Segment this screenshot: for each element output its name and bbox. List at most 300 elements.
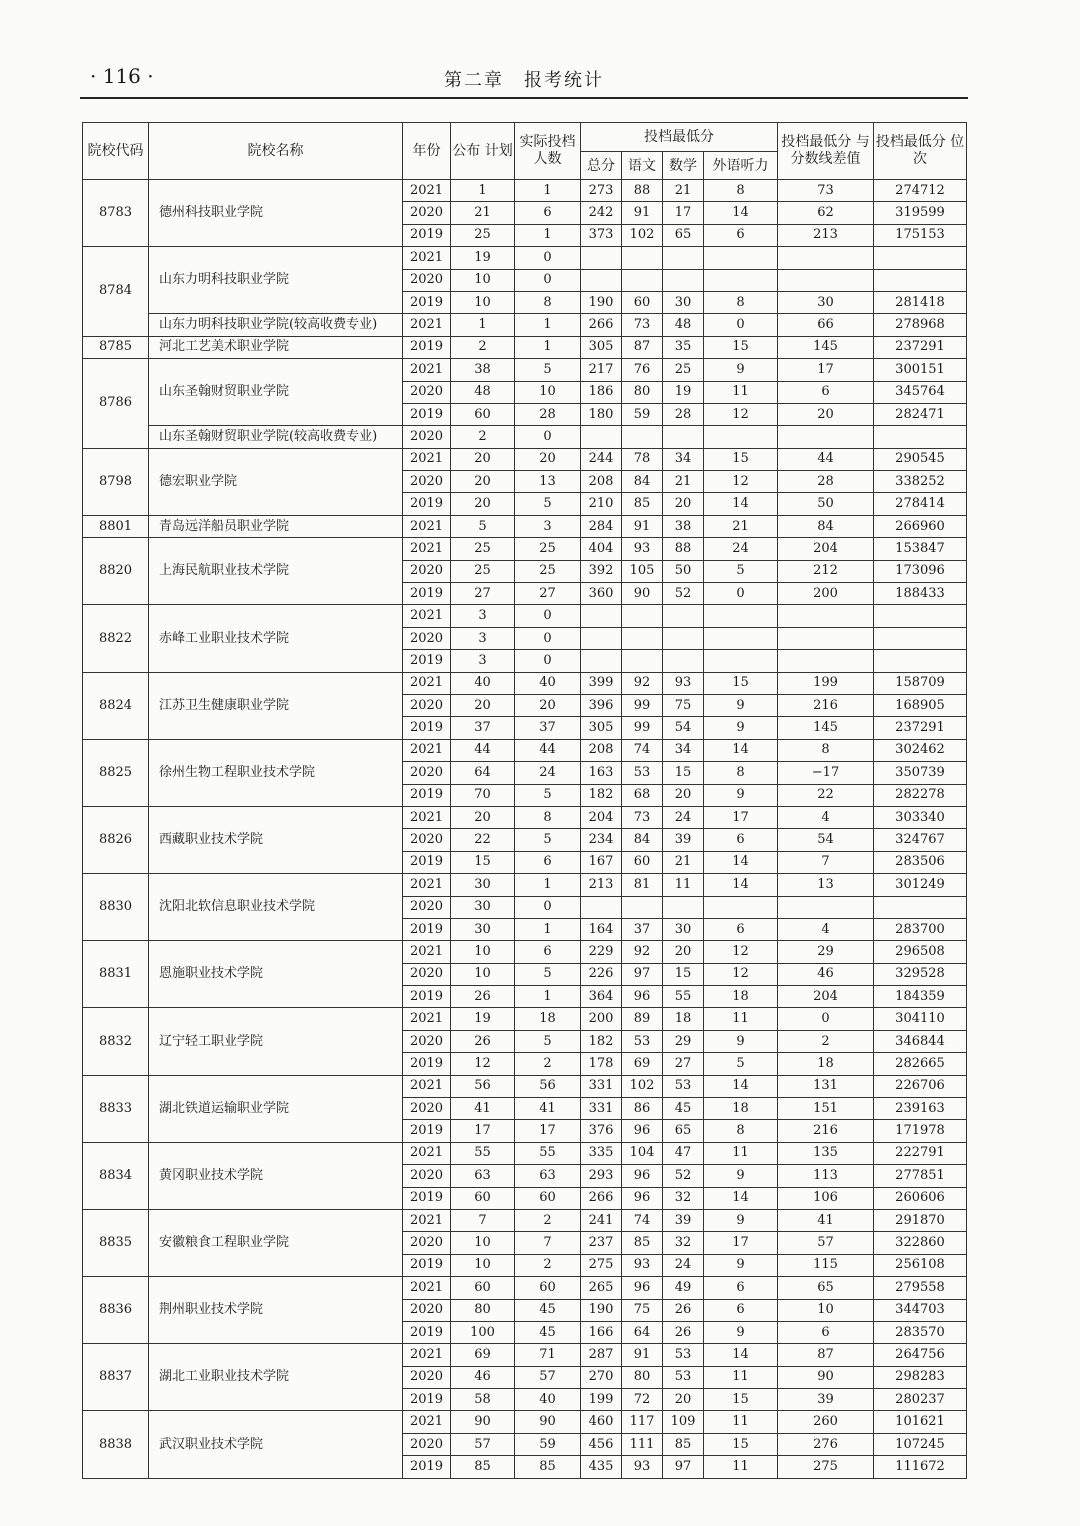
chinese-cell xyxy=(622,605,663,627)
actual-cell: 25 xyxy=(515,538,581,560)
chinese-cell: 75 xyxy=(622,1299,663,1321)
plan-cell: 57 xyxy=(451,1433,515,1455)
listening-cell: 12 xyxy=(704,963,778,985)
school-code-cell: 8786 xyxy=(83,359,149,449)
math-cell: 26 xyxy=(663,1321,704,1343)
listening-cell: 9 xyxy=(704,717,778,739)
rank-cell xyxy=(874,650,967,672)
chinese-cell: 73 xyxy=(622,806,663,828)
year-cell: 2019 xyxy=(403,336,451,358)
chinese-cell: 111 xyxy=(622,1433,663,1455)
plan-cell: 21 xyxy=(451,202,515,224)
math-cell: 20 xyxy=(663,941,704,963)
actual-cell: 0 xyxy=(515,896,581,918)
plan-cell: 3 xyxy=(451,650,515,672)
chinese-cell: 73 xyxy=(622,314,663,336)
diff-cell: 84 xyxy=(778,515,874,537)
listening-cell xyxy=(704,247,778,269)
year-cell: 2019 xyxy=(403,583,451,605)
rank-cell: 226706 xyxy=(874,1075,967,1097)
total-cell: 166 xyxy=(581,1321,622,1343)
math-cell: 32 xyxy=(663,1232,704,1254)
rank-cell: 291870 xyxy=(874,1209,967,1231)
year-cell: 2021 xyxy=(403,538,451,560)
listening-cell: 9 xyxy=(704,784,778,806)
actual-cell: 6 xyxy=(515,941,581,963)
total-cell xyxy=(581,627,622,649)
actual-cell: 2 xyxy=(515,1209,581,1231)
year-cell: 2021 xyxy=(403,605,451,627)
school-code-cell: 8801 xyxy=(83,515,149,537)
actual-cell: 1 xyxy=(515,224,581,246)
total-cell: 331 xyxy=(581,1075,622,1097)
year-cell: 2021 xyxy=(403,1411,451,1433)
actual-cell: 28 xyxy=(515,403,581,425)
math-cell: 35 xyxy=(663,336,704,358)
math-cell: 65 xyxy=(663,224,704,246)
chinese-cell: 81 xyxy=(622,874,663,896)
diff-cell: 6 xyxy=(778,1321,874,1343)
listening-cell xyxy=(704,269,778,291)
listening-cell: 18 xyxy=(704,986,778,1008)
table-body xyxy=(83,180,967,1479)
plan-cell: 90 xyxy=(451,1411,515,1433)
school-name-cell: 安徽粮食工程职业学院 xyxy=(149,1209,403,1276)
plan-cell: 20 xyxy=(451,493,515,515)
actual-cell: 63 xyxy=(515,1165,581,1187)
chinese-cell xyxy=(622,650,663,672)
listening-cell: 21 xyxy=(704,515,778,537)
col-actual-header: 实际投档 人数 xyxy=(515,123,581,180)
year-cell: 2020 xyxy=(403,560,451,582)
rank-cell: 303340 xyxy=(874,806,967,828)
chinese-cell: 74 xyxy=(622,1209,663,1231)
math-cell: 26 xyxy=(663,1299,704,1321)
listening-cell: 12 xyxy=(704,471,778,493)
chinese-cell: 72 xyxy=(622,1389,663,1411)
diff-cell: 18 xyxy=(778,1053,874,1075)
total-cell: 364 xyxy=(581,986,622,1008)
actual-cell: 0 xyxy=(515,605,581,627)
rank-cell: 344703 xyxy=(874,1299,967,1321)
total-cell: 435 xyxy=(581,1456,622,1478)
math-cell: 30 xyxy=(663,918,704,940)
listening-cell: 8 xyxy=(704,762,778,784)
rank-cell: 278414 xyxy=(874,493,967,515)
listening-cell: 11 xyxy=(704,381,778,403)
math-cell xyxy=(663,896,704,918)
math-cell: 88 xyxy=(663,538,704,560)
rank-cell xyxy=(874,426,967,448)
year-cell: 2021 xyxy=(403,247,451,269)
chinese-cell: 60 xyxy=(622,851,663,873)
math-cell: 47 xyxy=(663,1142,704,1164)
rank-cell: 222791 xyxy=(874,1142,967,1164)
year-cell: 2020 xyxy=(403,829,451,851)
actual-cell: 40 xyxy=(515,1389,581,1411)
year-cell: 2019 xyxy=(403,1187,451,1209)
actual-cell: 5 xyxy=(515,829,581,851)
math-cell: 97 xyxy=(663,1456,704,1478)
plan-cell: 60 xyxy=(451,403,515,425)
total-cell: 244 xyxy=(581,448,622,470)
plan-cell: 25 xyxy=(451,538,515,560)
math-cell: 55 xyxy=(663,986,704,1008)
chinese-cell: 53 xyxy=(622,1030,663,1052)
listening-cell xyxy=(704,605,778,627)
math-cell: 65 xyxy=(663,1120,704,1142)
actual-cell: 0 xyxy=(515,247,581,269)
total-cell: 266 xyxy=(581,1187,622,1209)
listening-cell: 11 xyxy=(704,1142,778,1164)
year-cell: 2019 xyxy=(403,1120,451,1142)
plan-cell: 38 xyxy=(451,359,515,381)
total-cell: 217 xyxy=(581,359,622,381)
rank-cell: 264756 xyxy=(874,1344,967,1366)
school-name-cell: 上海民航职业技术学院 xyxy=(149,538,403,605)
math-cell: 75 xyxy=(663,694,704,716)
rank-cell: 171978 xyxy=(874,1120,967,1142)
year-cell: 2020 xyxy=(403,963,451,985)
school-name-cell: 山东力明科技职业学院(较高收费专业) xyxy=(149,314,403,336)
col-chinese-header: 语文 xyxy=(622,152,663,180)
math-cell: 27 xyxy=(663,1053,704,1075)
listening-cell: 15 xyxy=(704,672,778,694)
table-row xyxy=(83,874,967,896)
total-cell: 200 xyxy=(581,1008,622,1030)
math-cell: 34 xyxy=(663,448,704,470)
diff-cell: 2 xyxy=(778,1030,874,1052)
total-cell: 213 xyxy=(581,874,622,896)
year-cell: 2019 xyxy=(403,1053,451,1075)
rank-cell: 338252 xyxy=(874,471,967,493)
diff-cell: 29 xyxy=(778,941,874,963)
listening-cell: 9 xyxy=(704,1209,778,1231)
math-cell: 21 xyxy=(663,471,704,493)
chinese-cell: 74 xyxy=(622,739,663,761)
rank-cell: 282278 xyxy=(874,784,967,806)
total-cell: 234 xyxy=(581,829,622,851)
chinese-cell: 85 xyxy=(622,1232,663,1254)
diff-cell: 145 xyxy=(778,717,874,739)
total-cell: 293 xyxy=(581,1165,622,1187)
year-cell: 2020 xyxy=(403,1433,451,1455)
col-year-header: 年份 xyxy=(403,123,451,180)
col-math-header: 数学 xyxy=(663,152,704,180)
listening-cell xyxy=(704,426,778,448)
total-cell: 396 xyxy=(581,694,622,716)
math-cell: 24 xyxy=(663,806,704,828)
chinese-cell: 96 xyxy=(622,1187,663,1209)
actual-cell: 8 xyxy=(515,291,581,313)
total-cell: 178 xyxy=(581,1053,622,1075)
diff-cell: 87 xyxy=(778,1344,874,1366)
plan-cell: 100 xyxy=(451,1321,515,1343)
year-cell: 2020 xyxy=(403,627,451,649)
year-cell: 2019 xyxy=(403,650,451,672)
table-row xyxy=(83,1277,967,1299)
school-code-cell: 8834 xyxy=(83,1142,149,1209)
rank-cell: 280237 xyxy=(874,1389,967,1411)
diff-cell xyxy=(778,605,874,627)
math-cell: 28 xyxy=(663,403,704,425)
chinese-cell: 87 xyxy=(622,336,663,358)
year-cell: 2019 xyxy=(403,1456,451,1478)
actual-cell: 1 xyxy=(515,336,581,358)
school-code-cell: 8822 xyxy=(83,605,149,672)
rank-cell: 277851 xyxy=(874,1165,967,1187)
diff-cell: 62 xyxy=(778,202,874,224)
plan-cell: 10 xyxy=(451,1232,515,1254)
rank-cell: 282665 xyxy=(874,1053,967,1075)
chinese-cell: 117 xyxy=(622,1411,663,1433)
school-name-cell: 恩施职业技术学院 xyxy=(149,941,403,1008)
listening-cell: 15 xyxy=(704,1433,778,1455)
diff-cell: 65 xyxy=(778,1277,874,1299)
math-cell xyxy=(663,650,704,672)
diff-cell: 7 xyxy=(778,851,874,873)
chinese-cell: 97 xyxy=(622,963,663,985)
diff-cell: 10 xyxy=(778,1299,874,1321)
year-cell: 2020 xyxy=(403,1030,451,1052)
listening-cell: 15 xyxy=(704,448,778,470)
diff-cell: 66 xyxy=(778,314,874,336)
plan-cell: 1 xyxy=(451,314,515,336)
actual-cell: 6 xyxy=(515,851,581,873)
table-row xyxy=(83,1209,967,1231)
actual-cell: 1 xyxy=(515,874,581,896)
listening-cell: 5 xyxy=(704,560,778,582)
actual-cell: 1 xyxy=(515,986,581,1008)
year-cell: 2020 xyxy=(403,762,451,784)
rank-cell: 260606 xyxy=(874,1187,967,1209)
actual-cell: 41 xyxy=(515,1098,581,1120)
plan-cell: 7 xyxy=(451,1209,515,1231)
year-cell: 2021 xyxy=(403,359,451,381)
table-row xyxy=(83,314,967,336)
math-cell: 49 xyxy=(663,1277,704,1299)
actual-cell: 5 xyxy=(515,1030,581,1052)
total-cell: 273 xyxy=(581,180,622,202)
table-row xyxy=(83,180,967,202)
math-cell: 53 xyxy=(663,1075,704,1097)
chinese-cell: 99 xyxy=(622,694,663,716)
total-cell: 241 xyxy=(581,1209,622,1231)
listening-cell: 11 xyxy=(704,1411,778,1433)
table-row xyxy=(83,605,967,627)
total-cell: 456 xyxy=(581,1433,622,1455)
page-header xyxy=(80,62,968,96)
plan-cell: 40 xyxy=(451,672,515,694)
plan-cell: 20 xyxy=(451,471,515,493)
table-row xyxy=(83,739,967,761)
math-cell: 15 xyxy=(663,762,704,784)
math-cell: 45 xyxy=(663,1098,704,1120)
total-cell xyxy=(581,247,622,269)
actual-cell: 60 xyxy=(515,1277,581,1299)
year-cell: 2019 xyxy=(403,1321,451,1343)
listening-cell: 6 xyxy=(704,829,778,851)
plan-cell: 10 xyxy=(451,963,515,985)
chinese-cell xyxy=(622,627,663,649)
year-cell: 2019 xyxy=(403,717,451,739)
math-cell xyxy=(663,605,704,627)
chinese-cell: 84 xyxy=(622,471,663,493)
school-name-cell: 青岛远洋船员职业学院 xyxy=(149,515,403,537)
plan-cell: 3 xyxy=(451,605,515,627)
year-cell: 2020 xyxy=(403,1098,451,1120)
actual-cell: 20 xyxy=(515,448,581,470)
rank-cell: 173096 xyxy=(874,560,967,582)
math-cell: 21 xyxy=(663,180,704,202)
diff-cell xyxy=(778,247,874,269)
actual-cell: 55 xyxy=(515,1142,581,1164)
plan-cell: 58 xyxy=(451,1389,515,1411)
total-cell: 360 xyxy=(581,583,622,605)
table-row xyxy=(83,1142,967,1164)
plan-cell: 26 xyxy=(451,986,515,1008)
total-cell: 373 xyxy=(581,224,622,246)
school-name-cell: 湖北铁道运输职业学院 xyxy=(149,1075,403,1142)
total-cell: 186 xyxy=(581,381,622,403)
total-cell: 460 xyxy=(581,1411,622,1433)
school-name-cell: 荆州职业技术学院 xyxy=(149,1277,403,1344)
table-row xyxy=(83,1344,967,1366)
rank-cell: 329528 xyxy=(874,963,967,985)
listening-cell: 12 xyxy=(704,941,778,963)
diff-cell: 73 xyxy=(778,180,874,202)
diff-cell: 54 xyxy=(778,829,874,851)
chinese-cell: 96 xyxy=(622,986,663,1008)
diff-cell: 113 xyxy=(778,1165,874,1187)
listening-cell: 8 xyxy=(704,291,778,313)
listening-cell: 11 xyxy=(704,1008,778,1030)
diff-cell: 4 xyxy=(778,918,874,940)
total-cell: 182 xyxy=(581,1030,622,1052)
year-cell: 2019 xyxy=(403,224,451,246)
rank-cell: 283700 xyxy=(874,918,967,940)
math-cell: 85 xyxy=(663,1433,704,1455)
school-code-cell: 8832 xyxy=(83,1008,149,1075)
actual-cell: 13 xyxy=(515,471,581,493)
actual-cell: 24 xyxy=(515,762,581,784)
total-cell: 180 xyxy=(581,403,622,425)
school-name-cell: 西藏职业技术学院 xyxy=(149,806,403,873)
total-cell xyxy=(581,269,622,291)
chapter-title: 第二章 报考统计 xyxy=(444,70,604,91)
listening-cell: 14 xyxy=(704,874,778,896)
total-cell: 242 xyxy=(581,202,622,224)
year-cell: 2021 xyxy=(403,448,451,470)
chinese-cell: 84 xyxy=(622,829,663,851)
chinese-cell: 78 xyxy=(622,448,663,470)
diff-cell: 216 xyxy=(778,1120,874,1142)
school-code-cell: 8838 xyxy=(83,1411,149,1478)
listening-cell: 8 xyxy=(704,1120,778,1142)
school-code-cell: 8785 xyxy=(83,336,149,358)
year-cell: 2021 xyxy=(403,941,451,963)
math-cell: 30 xyxy=(663,291,704,313)
plan-cell: 85 xyxy=(451,1456,515,1478)
plan-cell: 20 xyxy=(451,694,515,716)
rank-cell: 184359 xyxy=(874,986,967,1008)
school-code-cell: 8824 xyxy=(83,672,149,739)
school-name-cell: 辽宁轻工职业学院 xyxy=(149,1008,403,1075)
diff-cell: 41 xyxy=(778,1209,874,1231)
chinese-cell: 91 xyxy=(622,202,663,224)
actual-cell: 8 xyxy=(515,806,581,828)
listening-cell: 9 xyxy=(704,1254,778,1276)
school-code-cell: 8835 xyxy=(83,1209,149,1276)
diff-cell: 6 xyxy=(778,381,874,403)
diff-cell: 22 xyxy=(778,784,874,806)
total-cell: 182 xyxy=(581,784,622,806)
math-cell: 39 xyxy=(663,829,704,851)
diff-cell: 44 xyxy=(778,448,874,470)
total-cell: 266 xyxy=(581,314,622,336)
header-row-1 xyxy=(83,123,967,152)
total-cell: 265 xyxy=(581,1277,622,1299)
diff-cell xyxy=(778,269,874,291)
plan-cell: 60 xyxy=(451,1187,515,1209)
year-cell: 2020 xyxy=(403,694,451,716)
total-cell xyxy=(581,650,622,672)
year-cell: 2019 xyxy=(403,291,451,313)
total-cell: 305 xyxy=(581,336,622,358)
diff-cell: 199 xyxy=(778,672,874,694)
rank-cell: 304110 xyxy=(874,1008,967,1030)
diff-cell: 204 xyxy=(778,538,874,560)
school-code-cell: 8831 xyxy=(83,941,149,1008)
year-cell: 2021 xyxy=(403,874,451,896)
math-cell: 32 xyxy=(663,1187,704,1209)
math-cell: 11 xyxy=(663,874,704,896)
math-cell: 15 xyxy=(663,963,704,985)
plan-cell: 41 xyxy=(451,1098,515,1120)
actual-cell: 25 xyxy=(515,560,581,582)
year-cell: 2021 xyxy=(403,1209,451,1231)
math-cell: 109 xyxy=(663,1411,704,1433)
math-cell: 53 xyxy=(663,1366,704,1388)
school-name-cell: 河北工艺美术职业学院 xyxy=(149,336,403,358)
year-cell: 2020 xyxy=(403,269,451,291)
diff-cell: 17 xyxy=(778,359,874,381)
actual-cell: 18 xyxy=(515,1008,581,1030)
school-code-cell: 8833 xyxy=(83,1075,149,1142)
actual-cell: 56 xyxy=(515,1075,581,1097)
chinese-cell: 60 xyxy=(622,291,663,313)
rank-cell: 237291 xyxy=(874,336,967,358)
actual-cell: 3 xyxy=(515,515,581,537)
listening-cell: 9 xyxy=(704,1321,778,1343)
chinese-cell: 96 xyxy=(622,1277,663,1299)
plan-cell: 1 xyxy=(451,180,515,202)
school-code-cell: 8825 xyxy=(83,739,149,806)
plan-cell: 25 xyxy=(451,560,515,582)
actual-cell: 17 xyxy=(515,1120,581,1142)
chinese-cell: 102 xyxy=(622,224,663,246)
diff-cell: 204 xyxy=(778,986,874,1008)
total-cell: 164 xyxy=(581,918,622,940)
school-name-cell: 徐州生物工程职业技术学院 xyxy=(149,739,403,806)
chinese-cell: 96 xyxy=(622,1120,663,1142)
diff-cell: 8 xyxy=(778,739,874,761)
listening-cell: 0 xyxy=(704,314,778,336)
diff-cell: 200 xyxy=(778,583,874,605)
year-cell: 2019 xyxy=(403,1389,451,1411)
diff-cell: 4 xyxy=(778,806,874,828)
listening-cell: 9 xyxy=(704,694,778,716)
